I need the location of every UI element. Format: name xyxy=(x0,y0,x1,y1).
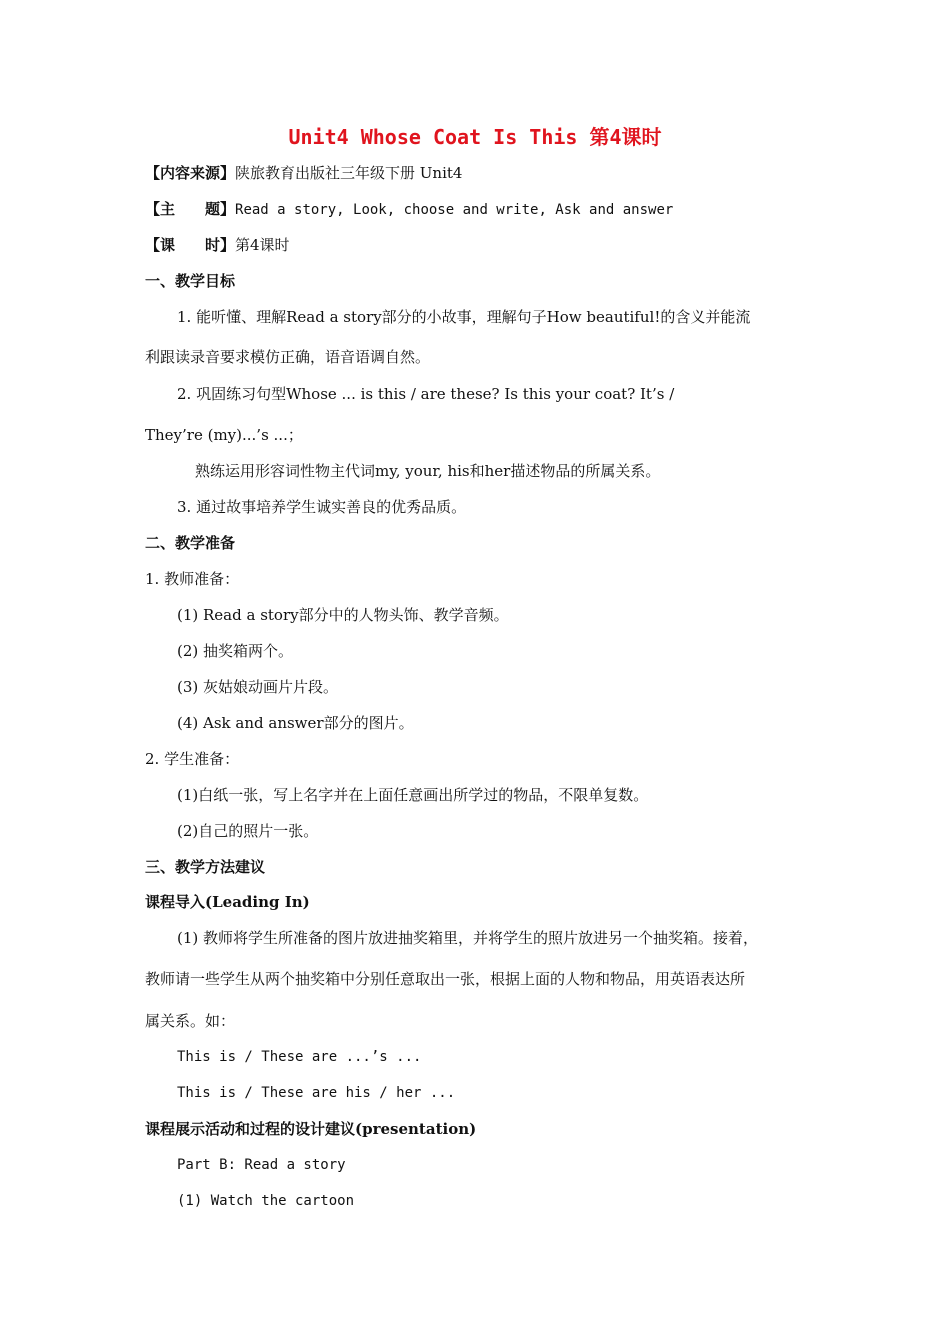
leadin-line-3: 属关系。如： xyxy=(145,1012,236,1030)
leadin-line-1: (1) 教师将学生所准备的图片放进抽奖箱里，并将学生的照片放进另一个抽奖箱。接着， xyxy=(177,929,759,947)
goal-2-line-2: They’re (my)...’s ...； xyxy=(145,426,303,444)
goal-2-line-3: 熟练运用形容词性物主代词my, your, his和her描述物品的所属关系。 xyxy=(195,462,661,480)
section2-heading: 二、教学准备 xyxy=(145,534,236,552)
goal-1-line-2: 利跟读录音要求模仿正确，语音语调自然。 xyxy=(145,348,431,366)
section1-heading: 一、教学目标 xyxy=(145,272,236,290)
watch-cartoon-step: (1) Watch the cartoon xyxy=(177,1193,355,1209)
leadin-line-2: 教师请一些学生从两个抽奖箱中分别任意取出一张，根据上面的人物和物品，用英语表达所 xyxy=(145,970,746,988)
student-prep-item: (2)自己的照片一张。 xyxy=(177,822,319,840)
teacher-prep-item: (4) Ask and answer部分的图片。 xyxy=(177,714,414,732)
part-b-label: Part B: Read a story xyxy=(177,1157,346,1173)
goal-1-line-1: 1. 能听懂、理解Read a story部分的小故事，理解句子How beautiful!的含义并能流 xyxy=(177,308,751,326)
presentation-heading: 课程展示活动和过程的设计建议(presentation) xyxy=(145,1120,477,1138)
leadin-heading: 课程导入(Leading In) xyxy=(145,893,310,911)
goal-3: 3. 通过故事培养学生诚实善良的优秀品质。 xyxy=(177,498,467,516)
period-value: 第4课时 xyxy=(235,236,290,254)
example-sentence: This is / These are his / her ... xyxy=(177,1085,456,1101)
student-prep-item: (1)白纸一张，写上名字并在上面任意画出所学过的物品，不限单复数。 xyxy=(177,786,649,804)
teacher-prep-item: (2) 抽奖箱两个。 xyxy=(177,642,294,660)
topic-value: Read a story, Look, choose and write, Ask and answer xyxy=(235,202,674,218)
goal-2-line-1: 2. 巩固练习句型Whose ... is this / are these? Is this your coat? It’s / xyxy=(177,385,675,403)
period-label: 【课 时】 xyxy=(145,236,236,254)
student-prep-label: 2. 学生准备： xyxy=(145,750,240,768)
meta-topic xyxy=(145,199,673,220)
meta-source xyxy=(145,163,462,183)
topic-label: 【主 题】 xyxy=(145,200,236,218)
example-sentence: This is / These are ...’s ... xyxy=(177,1049,422,1065)
source-label: 【内容来源】 xyxy=(145,164,236,182)
teacher-prep-label: 1. 教师准备： xyxy=(145,570,240,588)
source-value: 陕旅教育出版社三年级下册 Unit4 xyxy=(235,164,463,182)
teacher-prep-item: (3) 灰姑娘动画片片段。 xyxy=(177,678,339,696)
meta-period xyxy=(145,235,290,255)
document-title: Unit4 Whose Coat Is This 第4课时 xyxy=(288,125,662,149)
teacher-prep-item: (1) Read a story部分中的人物头饰、教学音频。 xyxy=(177,606,509,624)
section3-heading: 三、教学方法建议 xyxy=(145,858,266,876)
